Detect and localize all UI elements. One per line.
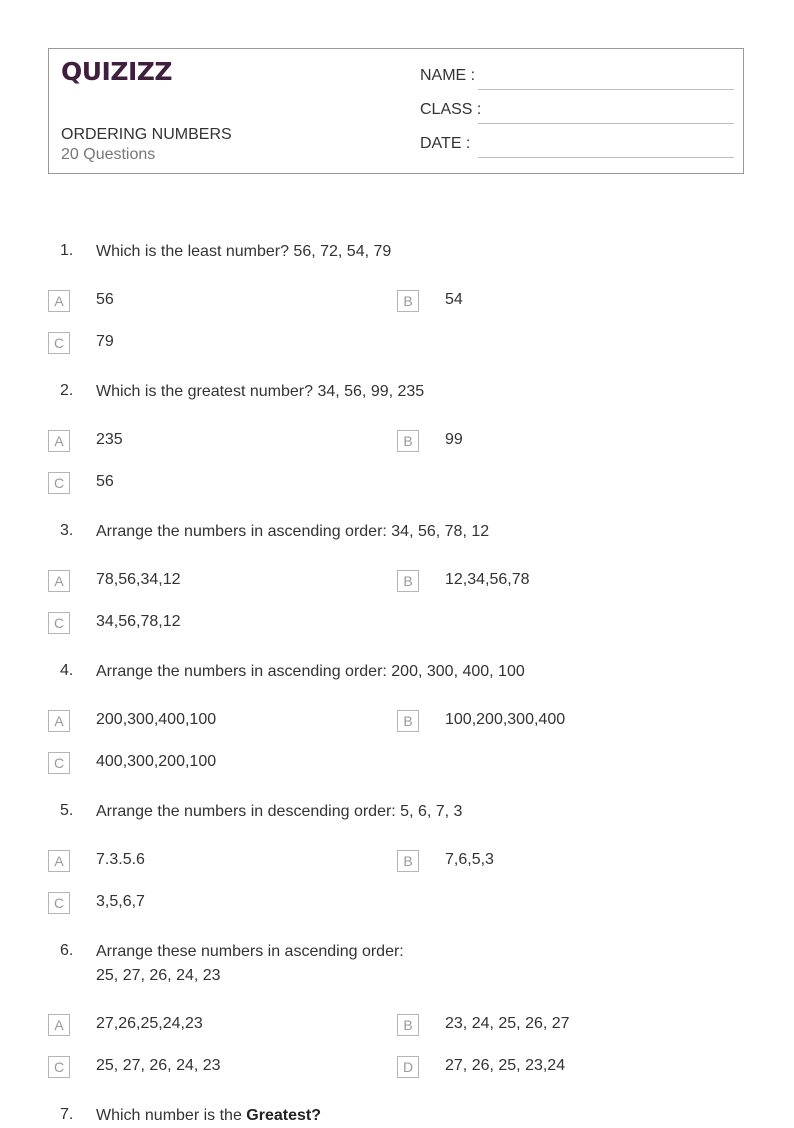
- question-text-line1: Arrange these numbers in ascending order:: [96, 943, 404, 960]
- date-field[interactable]: [420, 135, 734, 159]
- option-a-text: 235: [96, 431, 123, 448]
- option-c-text: 25, 27, 26, 24, 23: [96, 1057, 221, 1074]
- option-a-text: 27,26,25,24,23: [96, 1015, 203, 1032]
- question-text-line2: 25, 27, 26, 24, 23: [96, 967, 221, 984]
- question-count: 20 Questions: [61, 146, 156, 163]
- question-text: Arrange the numbers in descending order: 5, 6, 7, 3: [96, 803, 463, 820]
- option-a-text: 56: [96, 291, 114, 308]
- option-a-box[interactable]: A: [48, 710, 70, 732]
- worksheet-header: [48, 48, 744, 174]
- question-text-bold: Greatest?: [246, 1107, 321, 1124]
- option-b-text: 54: [445, 291, 463, 308]
- question-text: [96, 1104, 321, 1128]
- option-c-box[interactable]: C: [48, 612, 70, 634]
- option-d-box[interactable]: D: [397, 1056, 419, 1078]
- option-b-box[interactable]: B: [397, 430, 419, 452]
- option-c-text: 79: [96, 333, 114, 350]
- option-c-text: 3,5,6,7: [96, 893, 145, 910]
- option-a-text: 78,56,34,12: [96, 571, 181, 588]
- option-b-text: 99: [445, 431, 463, 448]
- option-c-box[interactable]: C: [48, 892, 70, 914]
- option-a-box[interactable]: A: [48, 290, 70, 312]
- option-c-text: 34,56,78,12: [96, 613, 181, 630]
- worksheet-title: ORDERING NUMBERS: [61, 126, 232, 143]
- option-c-box[interactable]: C: [48, 472, 70, 494]
- question-number: 5.: [60, 802, 74, 819]
- name-line[interactable]: [478, 89, 734, 90]
- option-a-box[interactable]: A: [48, 850, 70, 872]
- option-c-box[interactable]: C: [48, 332, 70, 354]
- option-b-text: 7,6,5,3: [445, 851, 494, 868]
- option-a-box[interactable]: A: [48, 430, 70, 452]
- question-number: 1.: [60, 242, 74, 259]
- question-number: 4.: [60, 662, 74, 679]
- option-a-box[interactable]: A: [48, 570, 70, 592]
- option-c-box[interactable]: C: [48, 752, 70, 774]
- question-text: Arrange the numbers in ascending order: 34, 56, 78, 12: [96, 523, 490, 540]
- question-text-plain: Which number is the: [96, 1107, 247, 1124]
- option-a-text: 7.3.5.6: [96, 851, 145, 868]
- question-text: Arrange the numbers in ascending order: 200, 300, 400, 100: [96, 663, 525, 680]
- class-field[interactable]: [420, 101, 734, 125]
- question-number: 3.: [60, 522, 74, 539]
- quizizz-logo: QUIZIZZ: [61, 57, 173, 86]
- option-c-box[interactable]: C: [48, 1056, 70, 1078]
- date-label: DATE :: [420, 135, 471, 152]
- date-line[interactable]: [478, 157, 734, 158]
- option-c-text: 56: [96, 473, 114, 490]
- class-label: CLASS :: [420, 101, 482, 118]
- option-b-box[interactable]: B: [397, 570, 419, 592]
- question-number: 6.: [60, 942, 74, 959]
- option-c-text: 400,300,200,100: [96, 753, 217, 770]
- option-b-box[interactable]: B: [397, 290, 419, 312]
- option-b-text: 23, 24, 25, 26, 27: [445, 1015, 570, 1032]
- option-a-text: 200,300,400,100: [96, 711, 217, 728]
- name-label: NAME :: [420, 67, 476, 84]
- option-b-text: 100,200,300,400: [445, 711, 566, 728]
- option-b-box[interactable]: B: [397, 1014, 419, 1036]
- name-field[interactable]: [420, 67, 734, 91]
- question-text: Which is the least number? 56, 72, 54, 79: [96, 243, 392, 260]
- option-b-box[interactable]: B: [397, 710, 419, 732]
- question-text: Which is the greatest number? 34, 56, 99, 235: [96, 383, 425, 400]
- option-a-box[interactable]: A: [48, 1014, 70, 1036]
- option-b-text: 12,34,56,78: [445, 571, 530, 588]
- option-d-text: 27, 26, 25, 23,24: [445, 1057, 566, 1074]
- question-number: 2.: [60, 382, 74, 399]
- question-number: 7.: [60, 1106, 74, 1123]
- class-line[interactable]: [478, 123, 734, 124]
- option-b-box[interactable]: B: [397, 850, 419, 872]
